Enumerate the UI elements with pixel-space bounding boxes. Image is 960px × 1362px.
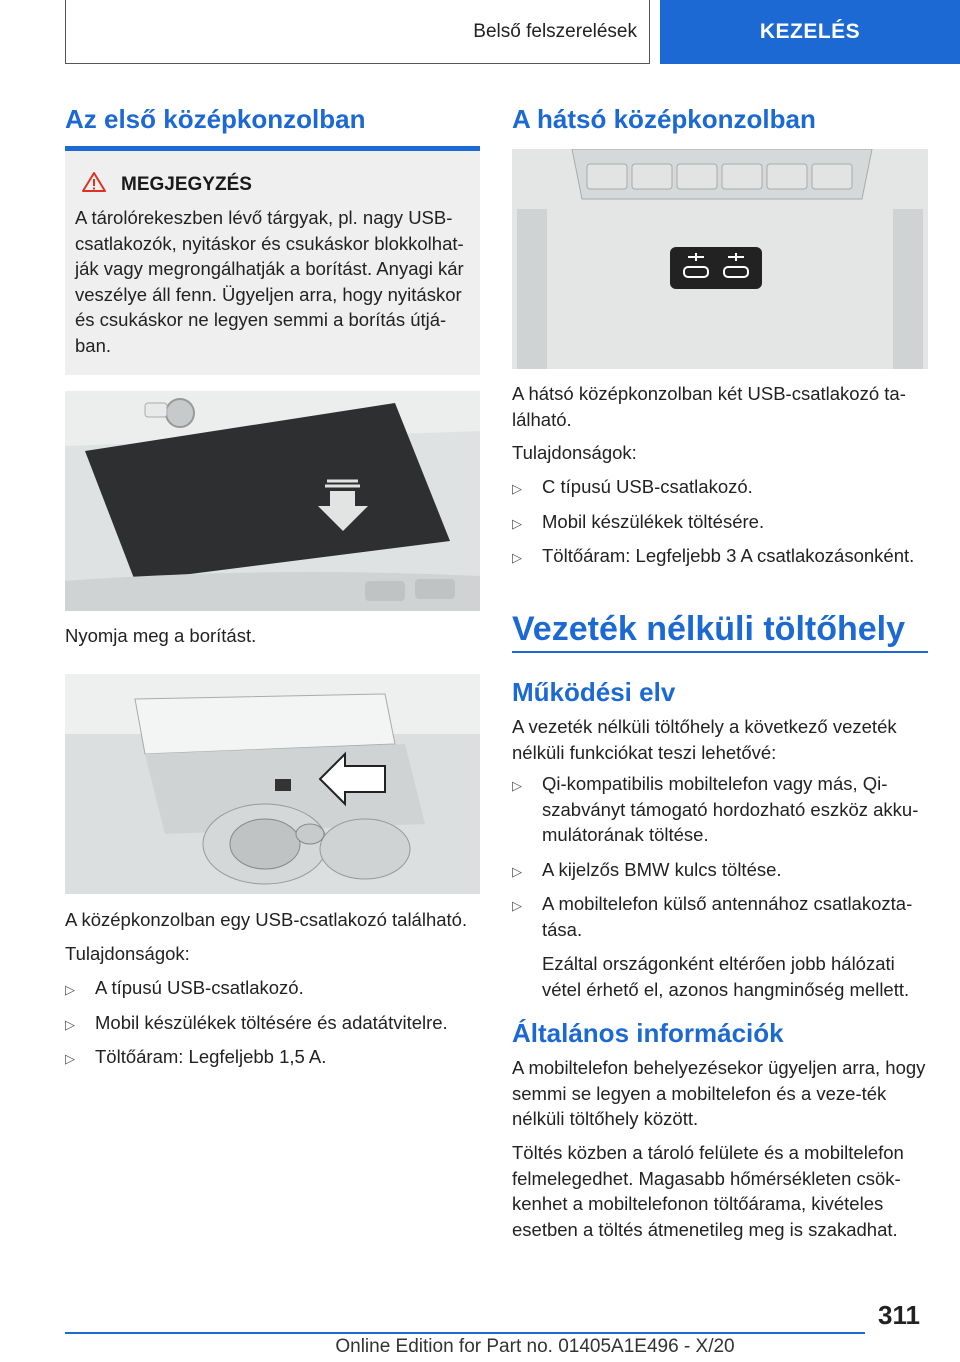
- triangle-bullet-icon: ▷: [512, 863, 522, 879]
- list-item: [512, 474, 942, 500]
- usb-caption: A középkonzolban egy USB-csatlakozó található.: [65, 909, 468, 930]
- triangle-bullet-icon: ▷: [512, 515, 522, 531]
- list-item-text: A típusú USB-csatlakozó.: [95, 977, 304, 998]
- header-section-label: Belső felszerelések: [473, 20, 637, 42]
- console-usb-photo: [65, 674, 480, 894]
- cover-caption: Nyomja meg a borítást.: [65, 625, 257, 646]
- triangle-bullet-icon: ▷: [512, 898, 522, 913]
- triangle-bullet-icon: ▷: [65, 982, 75, 997]
- rear-console-heading: A hátsó középkonzolban: [512, 104, 816, 134]
- list-item: [65, 1044, 480, 1070]
- right-props-list: [512, 474, 942, 578]
- heading-rule: [512, 651, 928, 653]
- wireless-charging-heading: Vezeték nélküli töltőhely: [512, 610, 906, 648]
- footer-edition: Online Edition for Part no. 01405A1E496 - X/20: [335, 1336, 735, 1357]
- notice-box: [65, 151, 480, 375]
- warning-icon: [81, 171, 107, 199]
- list-item-subtext: Ezáltal országonként eltérően jobb hálózati vétel érhető el, azonos hangminőség mellett.: [542, 953, 910, 1000]
- footer-rule: [65, 1332, 865, 1334]
- list-item: [65, 975, 480, 1001]
- principle-heading: Működési elv: [512, 677, 676, 707]
- list-item-text: Qi-kompatibilis mobiltelefon vagy más, Qi-szabványt támogató hordozható eszköz akku-mulátorának töltése.: [542, 773, 919, 845]
- right-props-label: Tulajdonságok:: [512, 442, 637, 463]
- list-item: [512, 543, 942, 569]
- triangle-bullet-icon: ▷: [512, 550, 522, 565]
- list-item: [512, 891, 928, 1002]
- list-item-text: A kijelzős BMW kulcs töltése.: [542, 858, 782, 880]
- triangle-bullet-icon: ▷: [65, 1051, 75, 1066]
- header-chapter-label: KEZELÉS: [759, 20, 861, 43]
- header-section-title: [65, 0, 650, 64]
- list-item: [512, 771, 928, 848]
- triangle-bullet-icon: ▷: [512, 481, 522, 496]
- list-item-text: C típusú USB-csatlakozó.: [542, 476, 753, 497]
- principle-list: [512, 771, 928, 1011]
- rear-usb-photo: [512, 149, 928, 369]
- list-item-text: Mobil készülékek töltésére és adatátvitelre.: [95, 1011, 448, 1033]
- left-props-list: [65, 975, 480, 1079]
- notice-text: A tárolórekeszben lévő tárgyak, pl. nagy USB-csatlakozók, nyitáskor és csukáskor blokkolhat-ják vagy megrongálhatják a borítást. Anyagi kár veszélye áll fenn. Ügyeljen arra, hogy nyitáskor és csukáskor ne legyen semmi a borítás útjá-ban.: [75, 207, 464, 356]
- page-number: 311: [878, 1300, 920, 1330]
- left-props-label: Tulajdonságok:: [65, 943, 190, 964]
- list-item: [512, 857, 928, 883]
- list-item-text: Töltőáram: Legfeljebb 1,5 A.: [95, 1046, 327, 1067]
- list-item-text: A mobiltelefon külső antennához csatlakozta-tása.: [542, 893, 913, 940]
- triangle-bullet-icon: ▷: [512, 778, 522, 793]
- list-item-text: Mobil készülékek töltésére.: [542, 510, 765, 532]
- front-console-heading: Az első középkonzolban: [65, 104, 366, 134]
- general-paragraph-2: Töltés közben a tároló felülete és a mobiltelefon felmelegedhet. Magasabb hőmérsékleten csök-kenhet a mobiltelefonon töltőárama, kivételes esetben a töltés átmenetileg meg is szakadhat.: [512, 1142, 904, 1240]
- notice-header: [81, 171, 470, 199]
- notice-label: MEGJEGYZÉS: [121, 174, 252, 195]
- triangle-bullet-icon: ▷: [65, 1016, 75, 1032]
- general-paragraph-1: A mobiltelefon behelyezésekor ügyeljen arra, hogy semmi se legyen a mobiltelefon és a veze-ték nélküli töltőhely között.: [512, 1057, 926, 1129]
- header-chapter-tab[interactable]: [660, 0, 960, 64]
- console-cover-photo: [65, 391, 480, 611]
- list-item-text: Töltőáram: Legfeljebb 3 A csatlakozásonként.: [542, 545, 915, 566]
- rear-caption: A hátsó középkonzolban két USB-csatlakozó ta-lálható.: [512, 383, 906, 430]
- principle-text: A vezeték nélküli töltőhely a következő vezeték nélküli funkciókat teszi lehetővé:: [512, 716, 897, 763]
- list-item: [512, 509, 942, 535]
- list-item: [65, 1010, 480, 1036]
- general-info-heading: Általános információk: [512, 1018, 784, 1048]
